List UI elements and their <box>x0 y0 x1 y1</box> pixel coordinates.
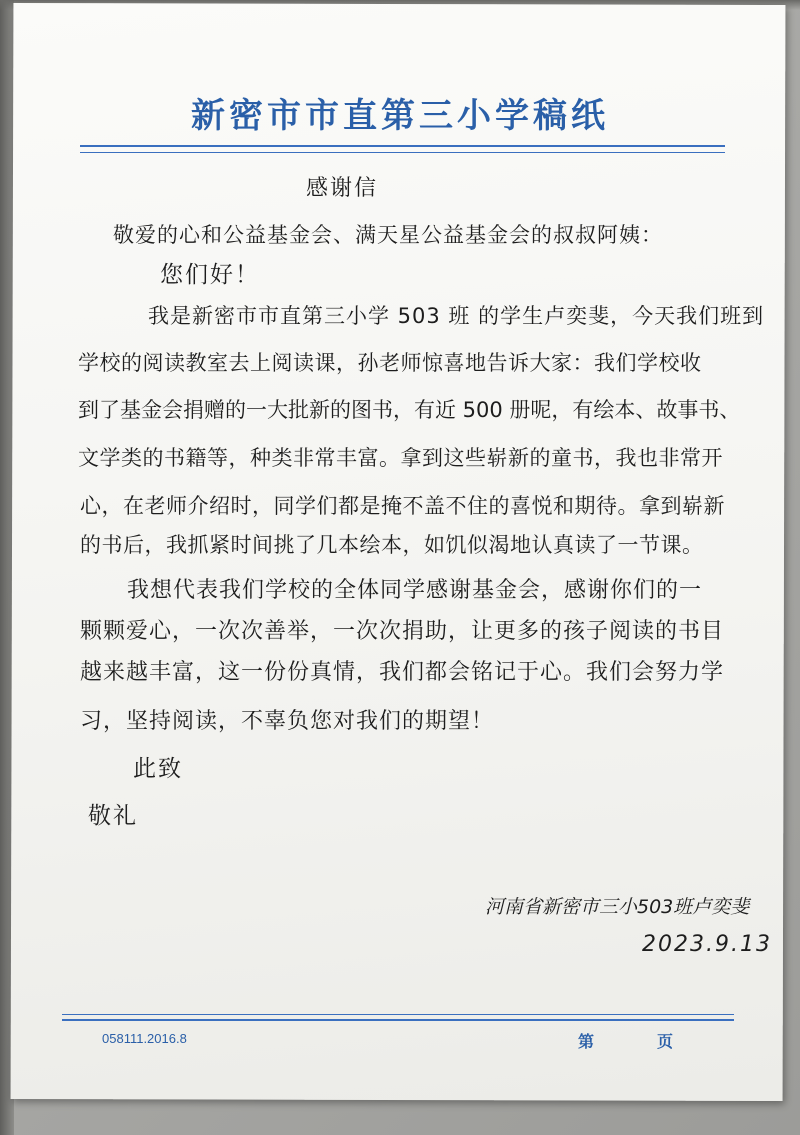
letter-line: 心，在老师介绍时，同学们都是掩不盖不住的喜悦和期待。拿到崭新 <box>80 494 725 518</box>
letter-signature: 河南省新密市三小503班卢奕斐 <box>485 896 750 918</box>
footer-code: 058111.2016.8 <box>102 1031 187 1046</box>
letter-line: 越来越丰富，这一份份真情，我们都会铭记于心。我们会努力学 <box>80 660 725 685</box>
letter-line: 学校的阅读教室去上阅读课，孙老师惊喜地告诉大家：我们学校收 <box>78 351 702 375</box>
letter-salutation: 敬爱的心和公益基金会、满天星公益基金会的叔叔阿姨： <box>113 223 663 247</box>
letter-greeting: 您们好！ <box>160 262 260 288</box>
header-title: 新密市市直第三小学稿纸 <box>191 96 609 136</box>
footer-rule-thin <box>62 1014 734 1015</box>
letter-title: 感谢信 <box>306 176 379 201</box>
letter-line: 我想代表我们学校的全体同学感谢基金会，感谢你们的一 <box>127 578 703 603</box>
letter-line: 文学类的书籍等，种类非常丰富。拿到这些崭新的童书，我也非常开 <box>78 446 723 470</box>
letter-line: 到了基金会捐赠的一大批新的图书，有近 500 册呢，有绘本、故事书、 <box>78 398 741 422</box>
header-rule-thin <box>80 152 725 153</box>
letter-line: 习，坚持阅读，不辜负您对我们的期望！ <box>80 709 495 734</box>
header-rule-thick <box>80 145 725 147</box>
letter-line: 颗颗爱心，一次次善举，一次次捐助，让更多的孩子阅读的书目 <box>80 619 725 644</box>
letter-closing-1: 此致 <box>133 756 183 782</box>
letter-closing-2: 敬礼 <box>88 803 138 829</box>
footer-page-label-1: 第 <box>578 1032 595 1051</box>
letter-line: 我是新密市市直第三小学 503 班 的学生卢奕斐，今天我们班到 <box>148 304 765 328</box>
letter-line: 的书后，我抓紧时间挑了几本绘本，如饥似渴地认真读了一节课。 <box>80 533 704 557</box>
letter-date: 2023.9.13 <box>642 932 772 957</box>
footer-page-label-2: 页 <box>657 1032 674 1051</box>
footer-rule-thick <box>62 1019 734 1021</box>
